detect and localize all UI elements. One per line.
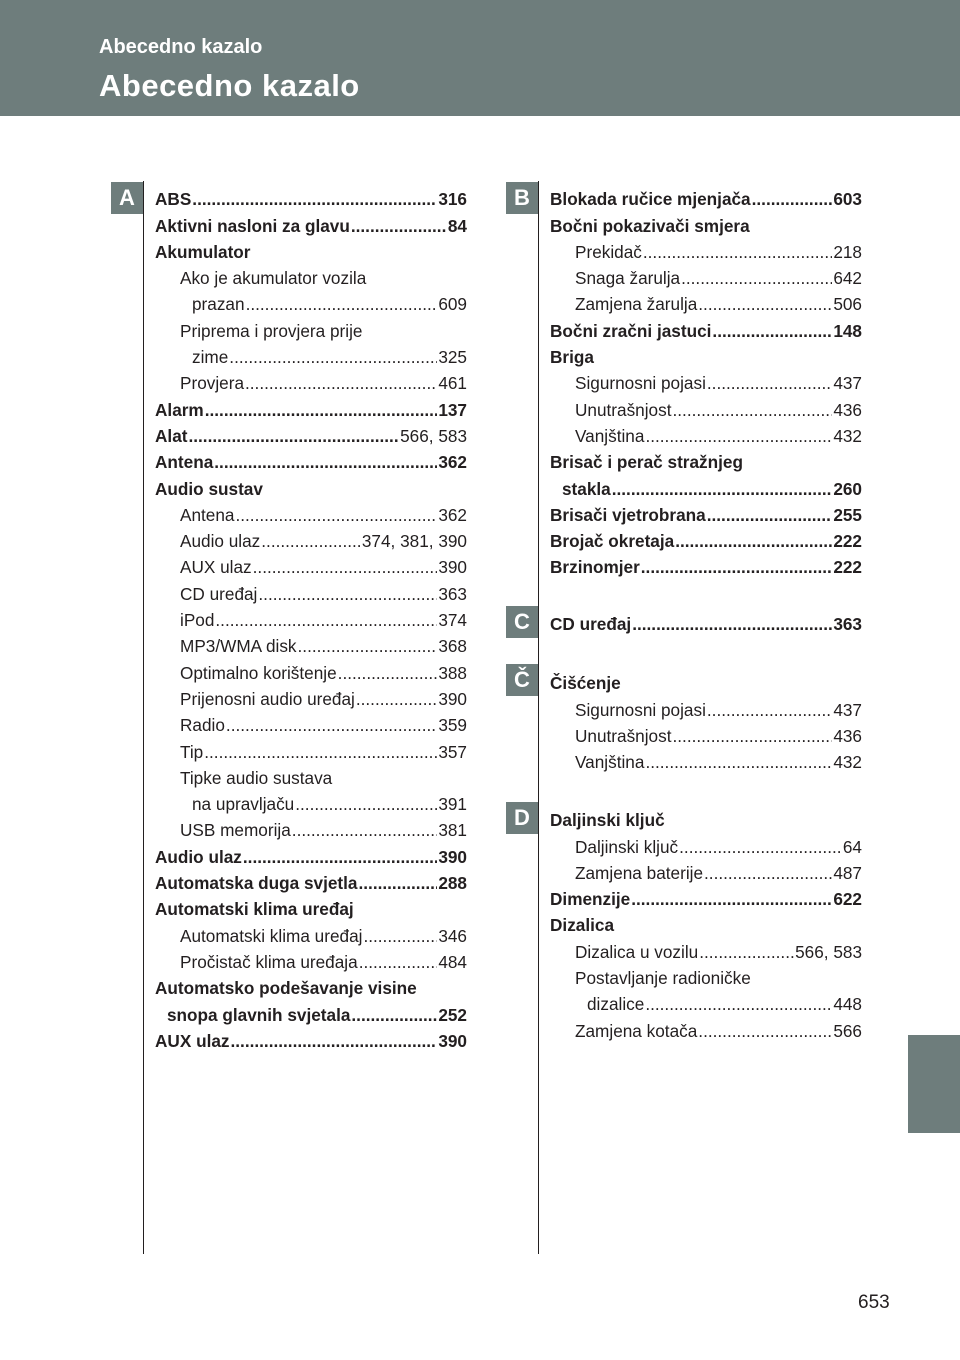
index-subentry: Antena ..... 362: [155, 500, 467, 526]
index-entry-heading: Daljinski ključ: [550, 810, 665, 831]
index-entry-heading: Brisač i perač stražnjeg: [550, 452, 743, 473]
index-column-c-caron: [550, 668, 862, 773]
index-subentry: Unutrašnjost ..... 436: [550, 721, 862, 747]
index-subentry: Priprema i provjera prije: [180, 320, 363, 341]
letter-marker-b: B: [506, 182, 538, 214]
column-divider-left: [143, 181, 144, 1254]
index-subentry: Snaga žarulja ..... 642: [550, 263, 862, 289]
index-subentry: Zamjena baterije ..... 487: [550, 858, 862, 884]
column-divider-right: [538, 181, 539, 1254]
index-subentry: Automatski klima uređaj ..... 346: [155, 920, 467, 946]
index-entry: Brojač okretaja ..... 222: [550, 526, 862, 552]
index-subentry: Postavljanje radioničke: [575, 968, 751, 989]
index-entry: Dimenzije ..... 622: [550, 884, 862, 910]
index-column-c: [550, 609, 862, 635]
index-subentry: Tipke audio sustava: [180, 767, 333, 788]
index-subentry: Pročistač klima uređaja ..... 484: [155, 947, 467, 973]
index-entry: Alarm ..... 137: [155, 394, 467, 420]
index-column-d: [550, 805, 862, 1042]
index-subentry: na upravljaču ..... 391: [155, 789, 467, 815]
index-entry: ABS ..... 316: [155, 184, 467, 210]
index-subentry: Optimalno korištenje ..... 388: [155, 657, 467, 683]
index-column-a: [155, 184, 467, 1052]
index-entry-heading: Automatski klima uređaj: [155, 899, 354, 920]
index-subentry: dizalice ..... 448: [550, 989, 862, 1015]
index-entry-heading: Dizalica: [550, 915, 615, 936]
letter-marker-c-caron: Č: [506, 664, 538, 696]
index-entry: CD uređaj ..... 363: [550, 609, 862, 635]
index-entry-heading: Čišćenje: [550, 673, 621, 694]
index-entry: Automatska duga svjetla ..... 288: [155, 868, 467, 894]
index-entry-heading: Automatsko podešavanje visine: [155, 978, 417, 999]
letter-marker-c: C: [506, 606, 538, 638]
page-title: Abecedno kazalo: [99, 68, 360, 103]
index-subentry: USB memorija ..... 381: [155, 815, 467, 841]
index-subentry: Unutrašnjost ..... 436: [550, 394, 862, 420]
index-subentry: CD uređaj ..... 363: [155, 578, 467, 604]
index-subentry: Dizalica u vozilu ..... 566, 583: [550, 936, 862, 962]
index-subentry: AUX ulaz ..... 390: [155, 552, 467, 578]
index-entry: Antena ..... 362: [155, 447, 467, 473]
index-subentry: Audio ulaz ..... 374, 381, 390: [155, 526, 467, 552]
index-subentry: Daljinski ključ ..... 64: [550, 831, 862, 857]
index-entry: Blokada ručice mjenjača ..... 603: [550, 184, 862, 210]
index-subentry: Prijenosni audio uređaj ..... 390: [155, 684, 467, 710]
chapter-thumb-tab: [908, 1035, 960, 1133]
index-column-b: [550, 184, 862, 578]
index-entry-heading: Bočni pokazivači smjera: [550, 215, 750, 236]
index-entry: Alat ..... 566, 583: [155, 421, 467, 447]
index-subentry: Ako je akumulator vozila: [180, 268, 367, 289]
header-bar: [0, 0, 960, 116]
index-entry: Brzinomjer ..... 222: [550, 552, 862, 578]
index-subentry: Provjera ..... 461: [155, 368, 467, 394]
index-subentry: prazan ..... 609: [155, 289, 467, 315]
index-subentry: zime ..... 325: [155, 342, 467, 368]
index-subentry: Zamjena kotača ..... 566: [550, 1015, 862, 1041]
index-entry: Bočni zračni jastuci ..... 148: [550, 315, 862, 341]
index-entry-heading: Akumulator: [155, 241, 251, 262]
index-subentry: Prekidač ..... 218: [550, 237, 862, 263]
index-entry: Aktivni nasloni za glavu ..... 84: [155, 210, 467, 236]
index-subentry: iPod ..... 374: [155, 605, 467, 631]
index-entry: stakla ..... 260: [550, 473, 862, 499]
index-entry: AUX ulaz ..... 390: [155, 1026, 467, 1052]
index-entry: Audio ulaz ..... 390: [155, 841, 467, 867]
index-subentry: Vanjština ..... 432: [550, 421, 862, 447]
index-subentry: Sigurnosni pojasi ..... 437: [550, 368, 862, 394]
page-number: 653: [858, 1292, 890, 1313]
index-subentry: Zamjena žarulja ..... 506: [550, 289, 862, 315]
index-subentry: Radio ..... 359: [155, 710, 467, 736]
index-subentry: Vanjština ..... 432: [550, 747, 862, 773]
letter-marker-a: A: [111, 182, 143, 214]
index-subentry: Tip ..... 357: [155, 736, 467, 762]
index-entry: snopa glavnih svjetala ..... 252: [155, 999, 467, 1025]
index-subentry: MP3/WMA disk ..... 368: [155, 631, 467, 657]
index-subentry: Sigurnosni pojasi ..... 437: [550, 694, 862, 720]
section-title: Abecedno kazalo: [99, 36, 263, 58]
letter-marker-d: D: [506, 802, 538, 834]
index-entry-heading: Briga: [550, 347, 594, 368]
index-entry-heading: Audio sustav: [155, 478, 263, 499]
index-entry: Brisači vjetrobrana ..... 255: [550, 500, 862, 526]
